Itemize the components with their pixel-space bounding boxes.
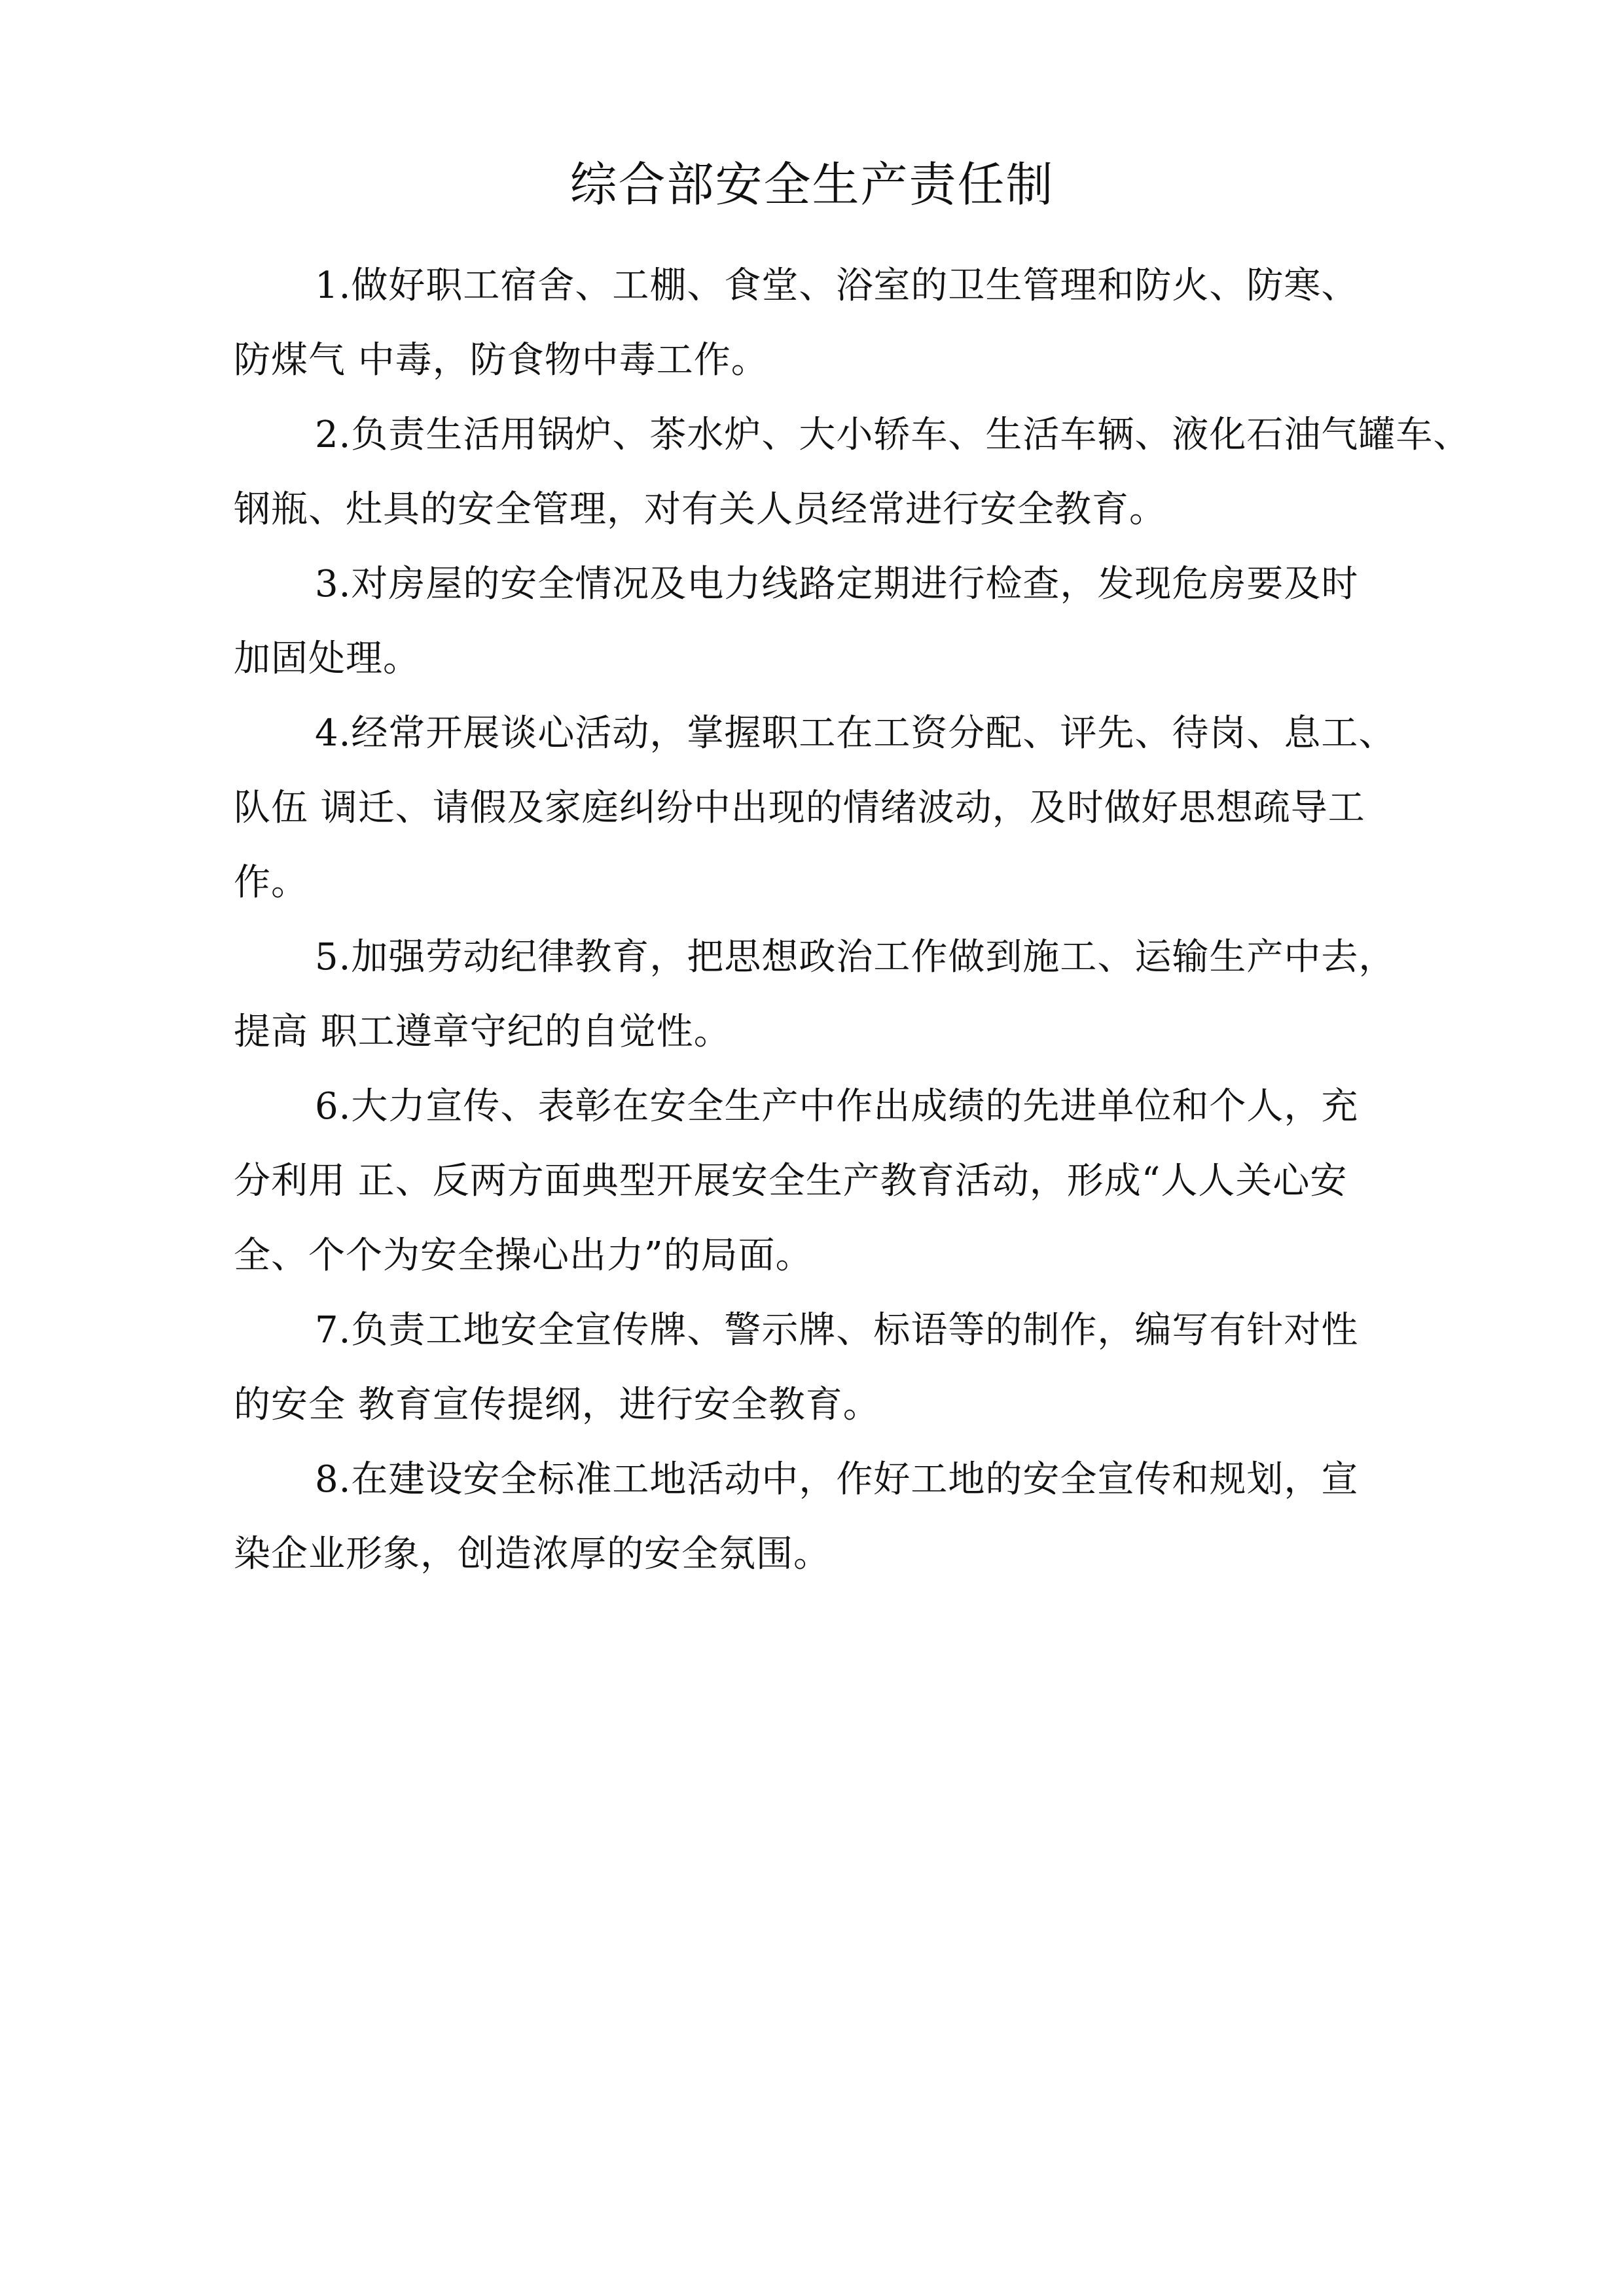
item-6-line-2: 分利用 正、反两方面典型开展安全生产教育活动，形成“人人关心安 (234, 1160, 1348, 1202)
document-title: 综合部安全生产责任制 (569, 157, 1055, 212)
list-item-2 (234, 398, 1484, 547)
item-7-line-1: 7.负责工地安全宣传牌、警示牌、标语等的制作，编写有针对性 (315, 1309, 1359, 1352)
item-6-line-3: 全、个个为安全操心出力”的局面。 (234, 1234, 813, 1277)
item-7-line-2: 的安全 教育宣传提纲，进行安全教育。 (234, 1384, 880, 1426)
list-item-7 (234, 1293, 1484, 1443)
document-body (234, 249, 1484, 1592)
list-item-4 (234, 696, 1484, 920)
list-item-5 (234, 920, 1484, 1069)
item-1-line-1: 1.做好职工宿舍、工棚、食堂、浴室的卫生管理和防火、防寒、 (315, 264, 1359, 307)
item-4-line-2: 队伍 调迁、请假及家庭纠纷中出现的情绪波动，及时做好思想疏导工 (234, 787, 1365, 829)
item-2-line-1: 2.负责生活用锅炉、茶水炉、大小轿车、生活车辆、液化石油气罐车、 (315, 414, 1471, 456)
item-5-line-2: 提高 职工遵章守纪的自觉性。 (234, 1011, 731, 1053)
list-item-1 (234, 249, 1484, 398)
item-3-line-2: 加固处理。 (234, 637, 420, 680)
item-4-line-3: 作。 (234, 861, 308, 904)
item-3-line-1: 3.对房屋的安全情况及电力线路定期进行检查，发现危房要及时 (315, 563, 1359, 605)
list-item-3 (234, 547, 1484, 696)
item-8-line-1: 8.在建设安全标准工地活动中，作好工地的安全宣传和规划，宣 (315, 1458, 1359, 1501)
list-item-6 (234, 1069, 1484, 1293)
item-4-line-1: 4.经常开展谈心活动，掌握职工在工资分配、评先、待岗、息工、 (315, 712, 1396, 755)
item-6-line-1: 6.大力宣传、表彰在安全生产中作出成绩的先进单位和个人，充 (315, 1085, 1359, 1128)
item-2-line-2: 钢瓶、灶具的安全管理，对有关人员经常进行安全教育。 (234, 488, 1166, 531)
list-item-8 (234, 1443, 1484, 1592)
item-1-line-2: 防煤气 中毒，防食物中毒工作。 (234, 339, 768, 382)
item-5-line-1: 5.加强劳动纪律教育，把思想政治工作做到施工、运输生产中去， (315, 936, 1396, 978)
item-8-line-2: 染企业形象，创造浓厚的安全氛围。 (234, 1533, 831, 1575)
